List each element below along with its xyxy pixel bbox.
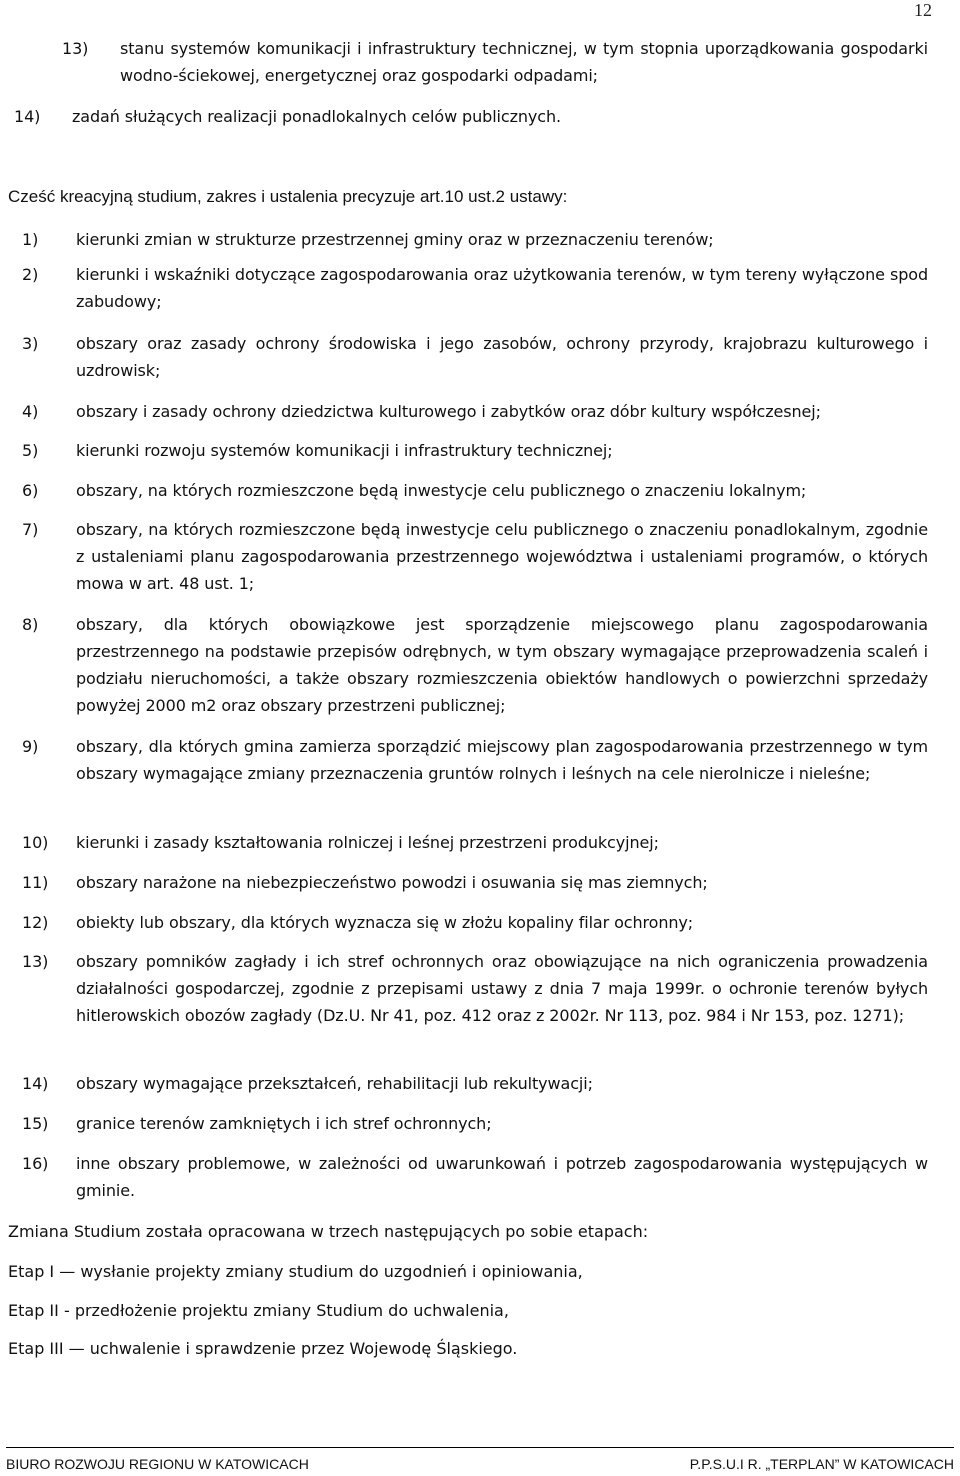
list-item	[22, 477, 928, 504]
list-item	[22, 948, 928, 1029]
list-item-text: kierunki i zasady kształtowania rolniczej i leśnej przestrzeni produkcyjnej;	[76, 833, 659, 852]
footer-divider	[6, 1447, 954, 1448]
list-item-text: obszary, dla których obowiązkowe jest sporządzenie miejscowego planu zagospodarowania przestrzennego na podstawie przepisów odrębnych, w tym obszary wymagające przeprowadzenia scaleń i podziału nieruchomości, a także obszary rozmieszczenia obiektów handlowych o powierzchni sprzedaży powyżej 2000 m2 oraz obszary przestrzeni publicznej;	[76, 615, 928, 715]
list-item	[22, 611, 928, 719]
intro-paragraph: Cześć kreacyjną studium, zakres i ustalenia precyzuje art.10 ust.2 ustawy:	[8, 187, 568, 206]
list-item-text: zadań służących realizacji ponadlokalnych celów publicznych.	[72, 107, 562, 126]
list-item-number: 3)	[22, 334, 39, 353]
list-item-number: 8)	[22, 615, 39, 634]
list-item-number: 13)	[22, 952, 49, 971]
list-item-number: 2)	[22, 265, 39, 284]
list-item-number: 11)	[22, 873, 49, 892]
list-item	[22, 35, 928, 89]
list-item	[22, 1150, 928, 1204]
list-item-number: 14)	[22, 1074, 49, 1093]
list-item-number: 1)	[22, 230, 39, 249]
list-item	[22, 516, 928, 597]
list-item-number: 4)	[22, 402, 39, 421]
list-item-number: 14)	[14, 107, 41, 126]
list-item	[22, 733, 928, 787]
list-item	[22, 1110, 928, 1137]
list-item-number: 5)	[22, 441, 39, 460]
list-item-number: 16)	[22, 1154, 49, 1173]
list-item-text: obszary narażone na niebezpieczeństwo powodzi i osuwania się mas ziemnych;	[76, 873, 708, 892]
list-item	[22, 829, 928, 856]
list-item-text: obszary, na których rozmieszczone będą inwestycje celu publicznego o znaczeniu lokalnym;	[76, 481, 807, 500]
list-item-text: obszary i zasady ochrony dziedzictwa kulturowego i zabytków oraz dóbr kultury współczesnej;	[76, 402, 821, 421]
list-item-text: obszary oraz zasady ochrony środowiska i jego zasobów, ochrony przyrody, krajobrazu kulturowego i uzdrowisk;	[76, 334, 928, 380]
list-item	[22, 437, 928, 464]
list-item-number: 7)	[22, 520, 39, 539]
footer-right: P.P.S.U.I R. „TERPLAN” W KATOWICACH	[689, 1456, 954, 1472]
stages-intro: Zmiana Studium została opracowana w trzech następujących po sobie etapach:	[8, 1222, 649, 1241]
list-item	[22, 261, 928, 315]
list-item-text: stanu systemów komunikacji i infrastruktury technicznej, w tym stopnia uporządkowania gospodarki wodno-ściekowej, energetycznej oraz gospodarki odpadami;	[120, 39, 928, 85]
list-item-number: 15)	[22, 1114, 49, 1133]
list-item-text: obszary, dla których gmina zamierza sporządzić miejscowy plan zagospodarowania przestrzennego w tym obszary wymagające zmiany przeznaczenia gruntów rolnych i leśnych na cele nierolnicze i nieleśne;	[76, 737, 928, 783]
stage-item: Etap III — uchwalenie i sprawdzenie przez Wojewodę Śląskiego.	[8, 1339, 518, 1358]
footer-left: BIURO ROZWOJU REGIONU W KATOWICACH	[6, 1456, 309, 1472]
stage-item: Etap I — wysłanie projekty zmiany studium do uzgodnień i opiniowania,	[8, 1262, 583, 1281]
list-item	[22, 1070, 928, 1097]
list-item	[22, 909, 928, 936]
list-item-text: inne obszary problemowe, w zależności od uwarunkowań i potrzeb zagospodarowania występujących w gminie.	[76, 1154, 928, 1200]
list-item-text: kierunki zmian w strukturze przestrzennej gminy oraz w przeznaczeniu terenów;	[76, 230, 714, 249]
stage-item: Etap II - przedłożenie projektu zmiany Studium do uchwalenia,	[8, 1301, 509, 1320]
list-item-number: 6)	[22, 481, 39, 500]
list-item-text: obszary wymagające przekształceń, rehabilitacji lub rekultywacji;	[76, 1074, 593, 1093]
list-item-text: obiekty lub obszary, dla których wyznacza się w złożu kopaliny filar ochronny;	[76, 913, 694, 932]
list-item-number: 9)	[22, 737, 39, 756]
list-item-number: 12)	[22, 913, 49, 932]
list-item	[22, 398, 928, 425]
list-item	[14, 103, 920, 130]
list-item-number: 10)	[22, 833, 49, 852]
list-item	[22, 330, 928, 384]
list-item-text: obszary, na których rozmieszczone będą inwestycje celu publicznego o znaczeniu ponadlokalnym, zgodnie z ustaleniami planu zagospodarowania przestrzennego województwa i ustaleniami programów, o których mowa w art. 48 ust. 1;	[76, 520, 928, 593]
list-item	[22, 869, 928, 896]
list-item-number: 13)	[62, 39, 89, 58]
list-item-text: kierunki i wskaźniki dotyczące zagospodarowania oraz użytkowania terenów, w tym tereny wyłączone spod zabudowy;	[76, 265, 928, 311]
list-item-text: kierunki rozwoju systemów komunikacji i infrastruktury technicznej;	[76, 441, 613, 460]
list-item-text: granice terenów zamkniętych i ich stref ochronnych;	[76, 1114, 492, 1133]
list-item-text: obszary pomników zagłady i ich stref ochronnych oraz obowiązujące na nich ograniczenia prowadzenia działalności gospodarczej, zgodnie z przepisami ustawy z dnia 7 maja 1999r. o ochronie terenów byłych hitlerowskich obozów zagłady (Dz.U. Nr 41, poz. 412 oraz z 2002r. Nr 113, poz. 984 i Nr 153, poz. 1271);	[76, 952, 928, 1025]
list-item	[22, 226, 928, 253]
page-number: 12	[914, 0, 932, 20]
